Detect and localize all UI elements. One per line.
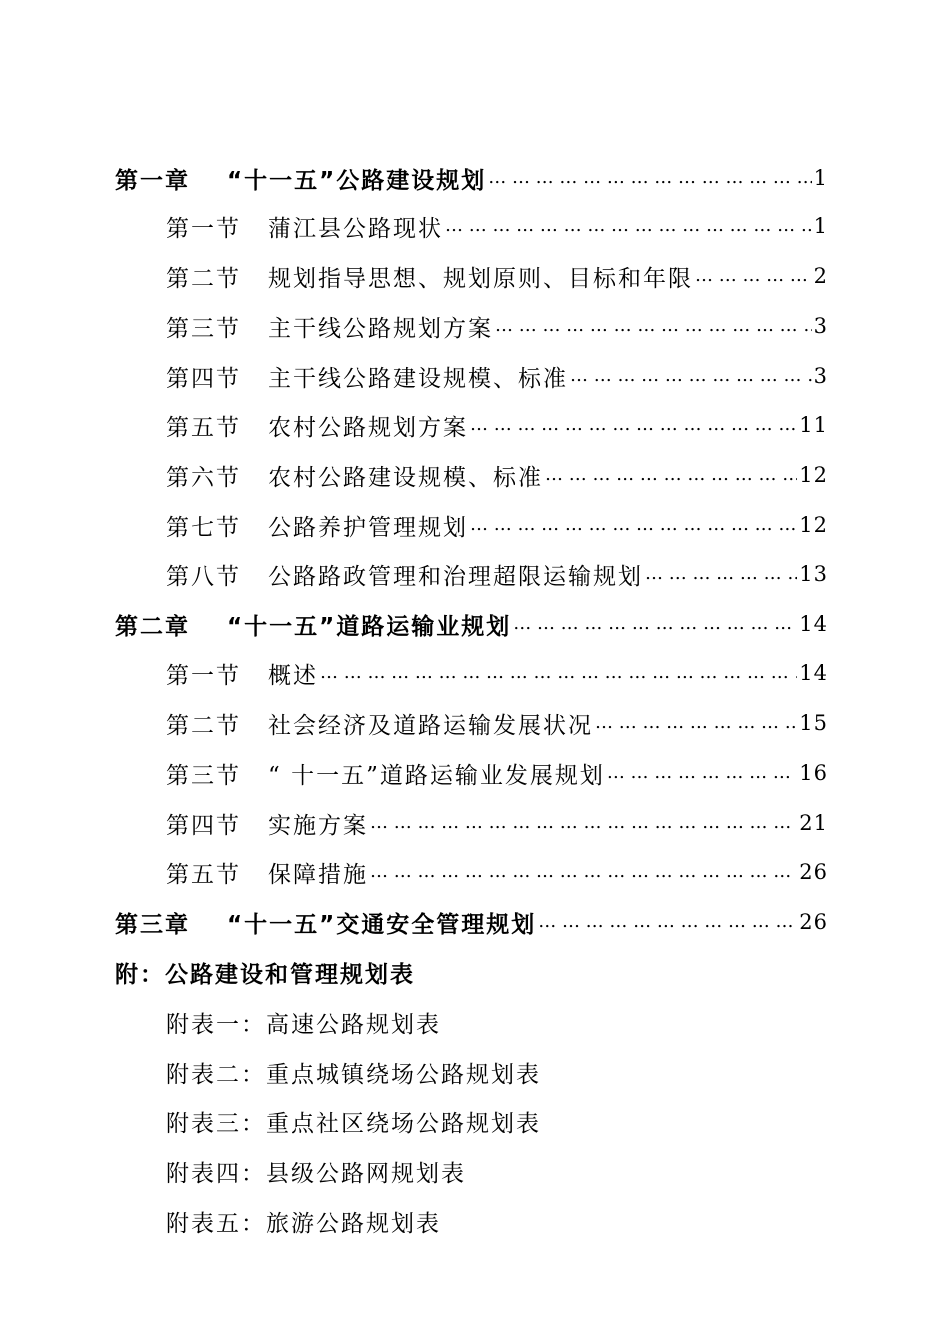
toc-section-title: 保障措施 bbox=[268, 861, 368, 888]
dot-leader bbox=[570, 364, 812, 388]
dot-leader bbox=[645, 562, 797, 586]
toc-chapter-label: 第一章 bbox=[115, 167, 190, 194]
toc-section-title: 实施方案 bbox=[268, 812, 368, 839]
toc-page-number: 13 bbox=[799, 562, 828, 586]
toc-section-2-5[interactable] bbox=[166, 852, 828, 892]
appendix-item-text: 附表三：重点社区绕场公路规划表 bbox=[166, 1110, 541, 1137]
toc-section-label: 第三节 bbox=[166, 762, 241, 789]
toc-section-title: 主干线公路建设规模、标准 bbox=[268, 365, 568, 392]
toc-chapter-label: 第二章 bbox=[115, 613, 190, 640]
toc-page-number: 15 bbox=[799, 711, 828, 735]
appendix-item-text: 附表一：高速公路规划表 bbox=[166, 1011, 441, 1038]
appendix-heading[interactable] bbox=[115, 952, 415, 992]
toc-section-2-3[interactable] bbox=[166, 753, 828, 793]
appendix-item-text: 附表五：旅游公路规划表 bbox=[166, 1210, 441, 1237]
toc-section-label: 第七节 bbox=[166, 514, 241, 541]
dot-leader bbox=[545, 463, 797, 487]
dot-leader bbox=[370, 811, 797, 835]
toc-section-1-4[interactable] bbox=[166, 356, 828, 396]
toc-chapter-1[interactable] bbox=[115, 158, 828, 198]
toc-section-title: 农村公路规划方案 bbox=[268, 414, 468, 441]
toc-page-number: 2 bbox=[813, 264, 828, 288]
toc-page-number: 3 bbox=[813, 314, 828, 338]
appendix-item-2[interactable] bbox=[166, 1052, 541, 1092]
toc-chapter-3[interactable] bbox=[115, 902, 828, 942]
toc-section-title: 概述 bbox=[268, 662, 318, 689]
dot-leader bbox=[538, 910, 797, 934]
toc-page-number: 14 bbox=[799, 612, 828, 636]
toc-section-2-4[interactable] bbox=[166, 803, 828, 843]
toc-section-label: 第二节 bbox=[166, 712, 241, 739]
toc-page-number: 1 bbox=[813, 214, 828, 238]
toc-page-number: 11 bbox=[799, 413, 828, 437]
toc-section-label: 第四节 bbox=[166, 812, 241, 839]
toc-section-label: 第八节 bbox=[166, 563, 241, 590]
toc-page-number: 12 bbox=[799, 463, 828, 487]
toc-section-1-5[interactable] bbox=[166, 405, 828, 445]
toc-section-label: 第五节 bbox=[166, 861, 241, 888]
toc-section-1-1[interactable] bbox=[166, 206, 828, 246]
dot-leader bbox=[607, 761, 797, 785]
toc-section-label: 第三节 bbox=[166, 315, 241, 342]
dot-leader bbox=[695, 264, 812, 288]
toc-chapter-2[interactable] bbox=[115, 604, 828, 644]
dot-leader bbox=[595, 711, 797, 735]
dot-leader bbox=[495, 314, 812, 338]
toc-section-title: 主干线公路规划方案 bbox=[268, 315, 493, 342]
toc-page-number: 1 bbox=[813, 166, 828, 190]
toc-section-1-6[interactable] bbox=[166, 455, 828, 495]
toc-page-number: 26 bbox=[799, 860, 828, 884]
toc-section-1-8[interactable] bbox=[166, 554, 828, 594]
appendix-heading-text: 附：公路建设和管理规划表 bbox=[115, 961, 415, 988]
appendix-item-text: 附表四：县级公路网规划表 bbox=[166, 1160, 466, 1187]
dot-leader bbox=[488, 166, 811, 190]
appendix-item-3[interactable] bbox=[166, 1101, 541, 1141]
toc-chapter-title: “十一五”公路建设规划 bbox=[227, 167, 487, 194]
toc-page-number: 16 bbox=[799, 761, 828, 785]
toc-page-number: 26 bbox=[799, 910, 828, 934]
toc-page-number: 21 bbox=[799, 811, 828, 835]
toc-section-label: 第四节 bbox=[166, 365, 241, 392]
toc-page-number: 3 bbox=[813, 364, 828, 388]
appendix-item-text: 附表二：重点城镇绕场公路规划表 bbox=[166, 1061, 541, 1088]
toc-section-title: “ 十一五”道路运输业发展规划 bbox=[268, 762, 605, 789]
toc-section-title: 蒲江县公路现状 bbox=[268, 215, 443, 242]
toc-section-title: 社会经济及道路运输发展状况 bbox=[268, 712, 593, 739]
toc-section-1-7[interactable] bbox=[166, 505, 828, 545]
toc-chapter-title: “十一五”交通安全管理规划 bbox=[227, 911, 537, 938]
toc-section-title: 公路路政管理和治理超限运输规划 bbox=[268, 563, 643, 590]
toc-chapter-label: 第三章 bbox=[115, 911, 190, 938]
dot-leader bbox=[470, 413, 797, 437]
dot-leader bbox=[320, 661, 797, 685]
toc-chapter-title: “十一五”道路运输业规划 bbox=[227, 613, 512, 640]
toc-page-number: 12 bbox=[799, 513, 828, 537]
toc-page-number: 14 bbox=[799, 661, 828, 685]
toc-section-1-2[interactable] bbox=[166, 256, 828, 296]
toc-section-label: 第六节 bbox=[166, 464, 241, 491]
appendix-item-4[interactable] bbox=[166, 1151, 466, 1191]
toc-section-title: 公路养护管理规划 bbox=[268, 514, 468, 541]
appendix-item-5[interactable] bbox=[166, 1201, 441, 1241]
toc-section-2-2[interactable] bbox=[166, 703, 828, 743]
toc-section-2-1[interactable] bbox=[166, 653, 828, 693]
dot-leader bbox=[513, 612, 797, 636]
toc-section-label: 第一节 bbox=[166, 215, 241, 242]
toc-section-label: 第一节 bbox=[166, 662, 241, 689]
toc-section-label: 第二节 bbox=[166, 265, 241, 292]
dot-leader bbox=[445, 214, 812, 238]
dot-leader bbox=[470, 513, 797, 537]
toc-section-label: 第五节 bbox=[166, 414, 241, 441]
dot-leader bbox=[370, 860, 797, 884]
toc-section-title: 农村公路建设规模、标准 bbox=[268, 464, 543, 491]
toc-section-title: 规划指导思想、规划原则、目标和年限 bbox=[268, 265, 693, 292]
toc-section-1-3[interactable] bbox=[166, 306, 828, 346]
appendix-item-1[interactable] bbox=[166, 1002, 441, 1042]
